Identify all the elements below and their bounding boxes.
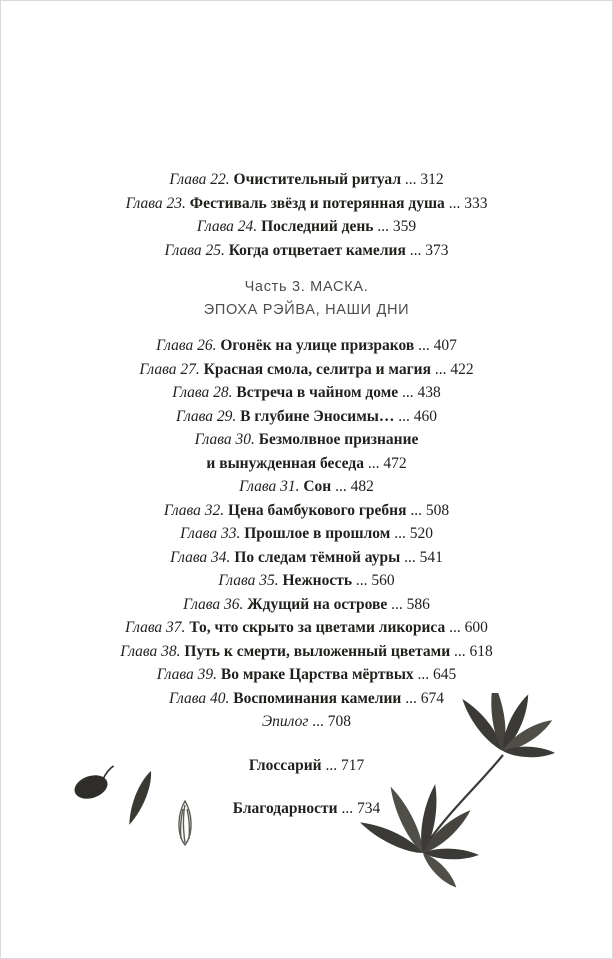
chapter-title: По следам тёмной ауры: [234, 548, 401, 566]
toc-front-list: [41, 168, 572, 262]
toc-entry: [41, 168, 572, 192]
dots-separator: ...: [335, 478, 347, 495]
chapter-label: Эпилог: [261, 713, 309, 730]
chapter-title: Огонёк на улице призраков: [220, 337, 415, 354]
dots-separator: ...: [409, 241, 422, 259]
chapter-title: То, что скрыто за цветами ликориса: [189, 619, 446, 636]
toc-entry: [41, 616, 572, 640]
page-number: 422: [450, 360, 474, 378]
dots-separator: ...: [449, 619, 461, 636]
dots-separator: ...: [434, 360, 447, 378]
page-number: 717: [340, 756, 365, 774]
dots-separator: ...: [341, 800, 354, 817]
chapter-label: Глава 26.: [156, 337, 217, 354]
dots-separator: ...: [367, 454, 380, 472]
chapter-label: Глава 32.: [163, 501, 225, 519]
chapter-title: Прошлое в прошлом: [244, 525, 391, 542]
chapter-title: Последний день: [261, 218, 374, 235]
chapter-label: Глава 27.: [139, 360, 200, 378]
page-number: 618: [469, 642, 493, 660]
toc-entry: [41, 569, 572, 593]
chapter-title: Путь к смерти, выложенный цветами: [184, 642, 451, 660]
toc-entry: [41, 593, 572, 617]
chapter-label: Глава 40.: [169, 689, 230, 707]
chapter-title: Когда отцветает камелия: [228, 241, 406, 259]
dots-separator: ...: [448, 194, 461, 212]
chapter-title: Воспоминания камелии: [233, 689, 402, 707]
chapter-label: Глава 24.: [196, 218, 258, 235]
page-number: 460: [413, 407, 438, 425]
dots-separator: ...: [355, 572, 368, 589]
dots-separator: ...: [377, 218, 389, 235]
chapter-label: Глава 25.: [164, 241, 225, 259]
chapter-title: Ждущий на острове: [247, 595, 388, 613]
backmatter-title: Благодарности: [232, 800, 338, 817]
page-number: 312: [420, 171, 444, 188]
dots-separator: ...: [394, 525, 406, 542]
toc-entry: [41, 710, 572, 734]
dots-separator: ...: [402, 384, 414, 401]
page-number: 508: [425, 501, 450, 519]
toc-entry: [41, 522, 572, 546]
toc-entry: [41, 192, 572, 216]
chapter-label: Глава 22.: [169, 171, 230, 188]
chapter-title: Во мраке Царства мёртвых: [220, 666, 414, 683]
dots-separator: ...: [454, 642, 466, 660]
page-number: 359: [392, 218, 417, 235]
page-number: 373: [425, 241, 449, 259]
table-of-contents: [1, 1, 612, 821]
page-number: 541: [419, 548, 443, 566]
page-number: 472: [383, 454, 407, 472]
page-number: 586: [406, 595, 430, 613]
chapter-title: Фестиваль звёзд и потерянная душа: [189, 194, 445, 212]
toc-entry: [41, 754, 572, 778]
toc-entry: [41, 428, 572, 452]
chapter-title: В глубине Эносимы…: [240, 407, 395, 425]
chapter-label: Глава 34.: [170, 548, 231, 566]
chapter-title: Безмолвное признание: [258, 431, 419, 448]
chapter-label: Глава 38.: [120, 642, 181, 660]
dots-separator: ...: [404, 548, 416, 566]
toc-entry: [41, 381, 572, 405]
chapter-label: Глава 37.: [125, 619, 186, 636]
page-number: 520: [409, 525, 433, 542]
toc-entry: [41, 239, 572, 263]
dots-separator: ...: [325, 756, 338, 774]
chapter-title: Встреча в чайном доме: [236, 384, 399, 401]
chapter-label: Глава 23.: [125, 194, 186, 212]
chapter-title: Красная смола, селитра и магия: [203, 360, 431, 378]
chapter-label: Глава 28.: [172, 384, 233, 401]
chapter-label: Глава 30.: [194, 431, 255, 448]
toc-back-list: [41, 754, 572, 821]
dots-separator: ...: [398, 407, 410, 425]
page-number: 438: [417, 384, 441, 401]
page-number: 645: [433, 666, 457, 683]
toc-entry: [41, 475, 572, 499]
page-number: 674: [420, 689, 444, 707]
page-number: 600: [464, 619, 488, 636]
chapter-label: Глава 33.: [180, 525, 241, 542]
dots-separator: ...: [391, 595, 403, 613]
toc-entry: [41, 687, 572, 711]
toc-entry: [41, 640, 572, 664]
toc-entry: [41, 215, 572, 239]
part-heading-line1: Часть 3. МАСКА.: [244, 279, 369, 295]
chapter-title: Сон: [303, 478, 332, 495]
page-number: 333: [464, 194, 488, 212]
chapter-label: Глава 35.: [218, 572, 279, 589]
chapter-label: Глава 31.: [239, 478, 300, 495]
dots-separator: ...: [417, 666, 430, 683]
toc-entry: [41, 797, 572, 821]
toc-entry: [41, 499, 572, 523]
page-number: 708: [327, 713, 352, 730]
toc-main-list: [41, 334, 572, 734]
part-heading-line2: ЭПОХА РЭЙВА, НАШИ ДНИ: [203, 302, 410, 318]
chapter-title: Очистительный ритуал: [233, 171, 402, 188]
chapter-label: Глава 39.: [156, 666, 217, 683]
chapter-label: Глава 36.: [183, 595, 244, 613]
page-number: 482: [350, 478, 374, 495]
page-number: 407: [433, 337, 457, 354]
chapter-title-continued: и вынужденная беседа: [206, 454, 364, 472]
toc-entry: [41, 452, 572, 476]
toc-entry: [41, 405, 572, 429]
dots-separator: ...: [418, 337, 430, 354]
toc-entry: [41, 663, 572, 687]
chapter-label: Глава 29.: [175, 407, 237, 425]
toc-entry: [41, 358, 572, 382]
backmatter-title: Глоссарий: [248, 756, 322, 774]
part-heading: [41, 276, 572, 322]
dots-separator: ...: [404, 171, 417, 188]
dots-separator: ...: [405, 689, 417, 707]
toc-entry: [41, 546, 572, 570]
dots-separator: ...: [312, 713, 324, 730]
page-number: 560: [371, 572, 395, 589]
page-number: 734: [356, 800, 381, 817]
chapter-title: Цена бамбукового гребня: [228, 501, 407, 519]
toc-entry: [41, 334, 572, 358]
chapter-title: Нежность: [282, 572, 353, 589]
dots-separator: ...: [410, 501, 422, 519]
